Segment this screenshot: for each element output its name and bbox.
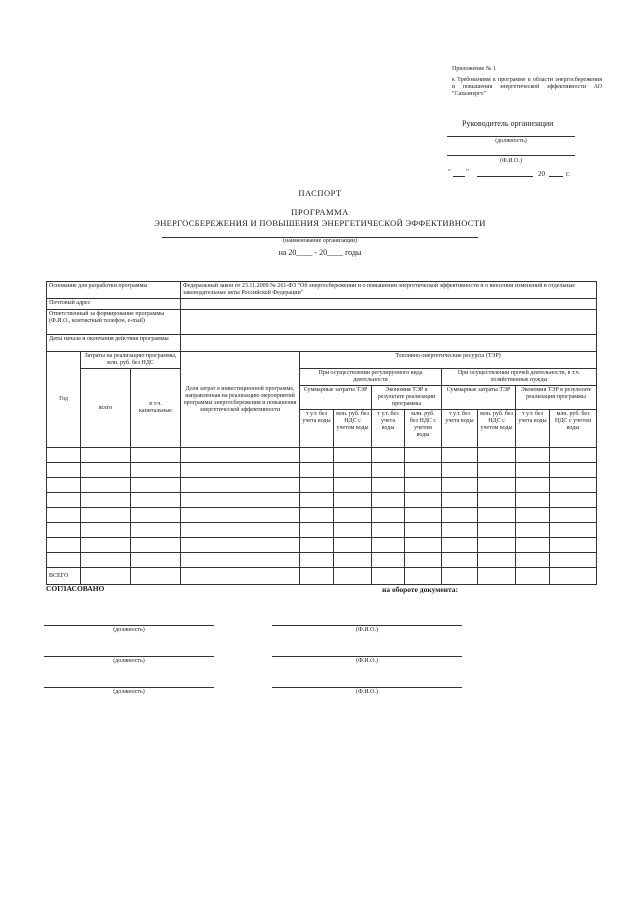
- total-row-label: ВСЕГО: [47, 568, 81, 585]
- position-caption: (должность): [495, 138, 527, 144]
- unit-rub: млн. руб. без НДС с учетом воды: [405, 410, 442, 448]
- agreed-name-line-2[interactable]: [272, 656, 462, 657]
- agreed-position-line-3[interactable]: [44, 687, 214, 688]
- info-label-responsible: Ответственный за формирование программы (Ф.И.О., контактный телефон, e-mail): [47, 310, 181, 335]
- table-row: [47, 523, 597, 538]
- date-quote-close: ": [466, 168, 469, 176]
- unit-tut: т у.т. без учета воды: [442, 410, 478, 448]
- appendix-number: Приложение № 1: [452, 66, 496, 72]
- info-value-dates[interactable]: [181, 335, 597, 352]
- col-total: всего: [81, 369, 131, 448]
- name-line[interactable]: [447, 155, 575, 156]
- passport-title: ПАСПОРТ: [298, 188, 342, 198]
- col-oth-savings: Экономия ТЭР в результате реализации программы: [516, 386, 597, 410]
- info-value-basis[interactable]: Федеральный закон от 23.11.2009 № 261-ФЗ "Об энергосбережении и о повышении энергетической эффективности и о внесении изменений в отдельные законодательные акты Российской Федерации": [181, 282, 597, 299]
- info-value-responsible[interactable]: [181, 310, 597, 335]
- col-share: Доля затрат в инвестиционной программе, направленная на реализацию мероприятий программы энергосбережения и повышения энергетической эффективности: [181, 352, 300, 448]
- period-line: на 20____ - 20____ годы: [278, 248, 362, 257]
- agreed-position-caption-3: (должность): [113, 689, 145, 695]
- agreed-name-caption-1: (Ф.И.О.): [356, 627, 378, 633]
- passport-table: [46, 281, 597, 585]
- col-oth-sum: Суммарные затраты ТЭР: [442, 386, 516, 410]
- date-year-prefix: 20: [538, 170, 545, 178]
- agreed-name-caption-2: (Ф.И.О.): [356, 658, 378, 664]
- info-value-address[interactable]: [181, 299, 597, 310]
- agreed-name-line-1[interactable]: [272, 625, 462, 626]
- agreed-position-caption-1: (должность): [113, 627, 145, 633]
- info-label-address: Почтовый адрес: [47, 299, 181, 310]
- unit-rub: млн. руб. без НДС с учетом воды: [478, 410, 516, 448]
- col-capital: в т.ч. капитальные: [131, 369, 181, 448]
- col-costs: Затраты на реализацию программы, млн. руб. без НДС: [81, 352, 181, 369]
- position-line[interactable]: [447, 136, 575, 137]
- table-row: [47, 493, 597, 508]
- program-title: ПРОГРАММА: [291, 207, 349, 217]
- col-reg-savings: Экономия ТЭР в результате реализации программы: [372, 386, 442, 410]
- program-subtitle: ЭНЕРГОСБЕРЕЖЕНИЯ И ПОВЫШЕНИЯ ЭНЕРГЕТИЧЕСКОЙ ЭФФЕКТИВНОСТИ: [154, 218, 486, 228]
- agreed-position-line-2[interactable]: [44, 656, 214, 657]
- org-caption: (наименование организации): [283, 238, 357, 244]
- date-day-line[interactable]: [453, 176, 465, 177]
- unit-tut: т у.т. без учета воды: [300, 410, 334, 448]
- agreed-position-line-1[interactable]: [44, 625, 214, 626]
- table-row: [47, 478, 597, 493]
- unit-rub: млн. руб. без НДС с учетом воды: [334, 410, 372, 448]
- col-reg-sum: Суммарные затраты ТЭР: [300, 386, 372, 410]
- table-row: [47, 508, 597, 523]
- col-regulated: При осуществлении регулируемого вида деятельности: [300, 369, 442, 386]
- unit-tut: т у.т. без учета воды: [372, 410, 405, 448]
- reverse-note: на обороте документа:: [382, 585, 458, 594]
- table-row: [47, 448, 597, 463]
- date-quote-open: ": [448, 168, 451, 176]
- table-row: [47, 538, 597, 553]
- table-row: [47, 553, 597, 568]
- agreed-label: СОГЛАСОВАНО: [46, 584, 105, 593]
- agreed-name-caption-3: (Ф.И.О.): [356, 689, 378, 695]
- info-label-basis: Основание для разработки программы: [47, 282, 181, 299]
- col-year: Год: [47, 352, 81, 448]
- name-caption: (Ф.И.О.): [500, 158, 522, 164]
- date-month-line[interactable]: [477, 176, 533, 177]
- head-label: Руководитель организации: [462, 119, 554, 128]
- unit-rub: млн. руб. без НДС с учетом воды: [550, 410, 597, 448]
- date-year-line[interactable]: [549, 176, 563, 177]
- agreed-name-line-3[interactable]: [272, 687, 462, 688]
- unit-tut: т у.т. без учета воды: [516, 410, 550, 448]
- col-fuel: Топливно-энергетические ресурсы (ТЭР): [300, 352, 597, 369]
- col-other: При осуществлении прочей деятельности, в т.ч. хозяйственные нужды: [442, 369, 597, 386]
- date-year-suffix: г.: [566, 170, 570, 178]
- info-label-dates: Даты начала и окончания действия программы: [47, 335, 181, 352]
- appendix-text: к Требованиям к программе в области энергосбережения и повышения энергетической эффективности АО "Сахаэнерго": [452, 77, 602, 97]
- table-row: [47, 463, 597, 478]
- agreed-position-caption-2: (должность): [113, 658, 145, 664]
- appendix-block: [452, 66, 602, 98]
